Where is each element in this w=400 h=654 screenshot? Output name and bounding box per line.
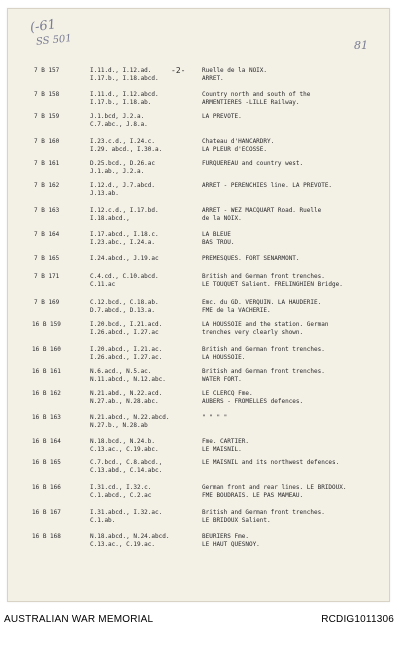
coordinate-line: I.17.b., I.18.abcd.: [90, 75, 159, 82]
description-line: British and German front trenches.: [202, 346, 325, 353]
coordinate-line: N.27.ab., N.28.abc.: [90, 398, 159, 405]
description-line: ARMENTIERES -LILLE Railway.: [202, 99, 300, 106]
description-line: FME de la VACHERIE.: [202, 307, 271, 314]
entry-coordinates: [90, 438, 159, 454]
entry-description: [202, 182, 332, 190]
coordinate-line: D.7.abcd., D.13.a.: [90, 307, 156, 314]
description-line: Emc. du GD. VERQUIN. LA HAUDERIE.: [202, 299, 322, 306]
entry-coordinates: [90, 182, 155, 198]
handwritten-annotation: (-61: [29, 17, 57, 36]
entry-coordinates: [90, 533, 169, 549]
coordinate-line: C.13.ac., C.19.ac.: [90, 541, 156, 548]
entry-description: [202, 533, 260, 549]
coordinate-line: C.11.ac: [90, 281, 116, 288]
coordinate-line: J.1.ab., J.2.a.: [90, 168, 145, 175]
description-line: Ruelle de la NOIX.: [202, 67, 268, 74]
entry-reference: 7 B 160: [34, 138, 60, 145]
coordinate-line: I.31.abcd., I.32.ac.: [90, 509, 163, 516]
entry-description: [202, 160, 303, 168]
entry-reference: 16 B 164: [32, 438, 61, 445]
entry-coordinates: [90, 67, 159, 83]
entry-reference: 7 B 164: [34, 231, 60, 238]
footer-institution: AUSTRALIAN WAR MEMORIAL: [4, 614, 154, 625]
entry-reference: 16 B 162: [32, 390, 61, 397]
entry-reference: 16 B 159: [32, 321, 61, 328]
description-line: de la NOIX.: [202, 215, 242, 222]
footer-record-id: RCDIG1011306: [321, 614, 394, 625]
entry-coordinates: [90, 231, 159, 247]
entry-description: [202, 368, 325, 384]
description-line: ARRET - PERENCHIES line. LA PREVOTE.: [202, 182, 333, 189]
description-line: LA PLEUR d'ECOSSE.: [202, 146, 268, 153]
entry-reference: 7 B 159: [34, 113, 60, 120]
description-line: FME BOUDRAIS. LE PAS MAMEAU.: [202, 492, 304, 499]
description-line: LE MAISNIL.: [202, 446, 242, 453]
entry-description: [202, 255, 300, 263]
entry-coordinates: [90, 414, 169, 430]
entry-coordinates: [90, 509, 162, 525]
entry-description: [202, 459, 339, 467]
description-line: British and German front trenches.: [202, 509, 325, 516]
description-line: ARRET.: [202, 75, 224, 82]
coordinate-line: C.1.abcd., C.2.ac: [90, 492, 152, 499]
description-line: FURQUEREAU and country west.: [202, 160, 304, 167]
coordinate-line: I.20.abcd., I.21.ac.: [90, 346, 163, 353]
description-line: Fme. CARTIER.: [202, 438, 249, 445]
coordinate-line: N.18.abcd., N.24.abcd.: [90, 533, 170, 540]
entry-reference: 16 B 160: [32, 346, 61, 353]
description-line: LE CLERCQ Fme.: [202, 390, 253, 397]
entry-coordinates: [90, 138, 162, 154]
description-line: British and German front trenches.: [202, 273, 325, 280]
coordinate-line: N.27.b., N.28.ab: [90, 422, 148, 429]
description-line: BEURIERS Fme.: [202, 533, 249, 540]
entry-coordinates: [90, 273, 159, 289]
description-line: trenches very clearly shown.: [202, 329, 304, 336]
description-line: WATER FORT.: [202, 376, 242, 383]
entry-reference: 16 B 165: [32, 459, 61, 466]
description-line: LE MAISNIL and its northwest defences.: [202, 459, 340, 466]
coordinate-line: I.26.abcd., I.27.ac.: [90, 354, 163, 361]
entry-coordinates: [90, 255, 159, 263]
description-line: LA HOUSSOIE.: [202, 354, 246, 361]
coordinate-line: I.17.abcd., I.18.c.: [90, 231, 159, 238]
coordinate-line: I.11.d., I.12.ad.: [90, 67, 152, 74]
description-line: PREMESQUES. FORT SENARMONT.: [202, 255, 300, 262]
entry-reference: 7 B 171: [34, 273, 60, 280]
entry-description: [202, 273, 343, 289]
entry-description: [202, 414, 227, 422]
entry-description: [202, 484, 347, 500]
entry-reference: 16 B 166: [32, 484, 61, 491]
entry-coordinates: [90, 113, 148, 129]
coordinate-line: I.12.c.d., I.17.bd.: [90, 207, 159, 214]
coordinate-line: I.23.abc., I.24.a.: [90, 239, 156, 246]
entry-coordinates: [90, 321, 162, 337]
coordinate-line: C.12.bcd., C.18.ab.: [90, 299, 159, 306]
entry-description: [202, 321, 328, 337]
description-line: LE TOUQUET Salient. FRELINGHIEN Bridge.: [202, 281, 343, 288]
coordinate-line: C.4.cd., C.10.abcd.: [90, 273, 159, 280]
coordinate-line: I.18.abcd.,: [90, 215, 130, 222]
description-line: Country north and south of the: [202, 91, 311, 98]
coordinate-line: I.17.b., I.18.ab.: [90, 99, 152, 106]
coordinate-line: I.12.d., J.7.abcd.: [90, 182, 156, 189]
page-marker: -2-: [171, 66, 186, 75]
coordinate-line: C.13.ac., C.19.abc.: [90, 446, 159, 453]
entry-coordinates: [90, 390, 162, 406]
entry-coordinates: [90, 91, 159, 107]
coordinate-line: C.13.abd., C.14.abc.: [90, 467, 163, 474]
description-line: BAS TROU.: [202, 239, 235, 246]
description-line: " " " ": [202, 414, 228, 421]
description-line: LA HOUSSOIE and the station. German: [202, 321, 329, 328]
entry-description: [202, 438, 249, 454]
coordinate-line: C.7.abc., J.8.a.: [90, 121, 148, 128]
entry-coordinates: [90, 207, 159, 223]
entry-description: [202, 299, 321, 315]
entry-coordinates: [90, 160, 155, 176]
coordinate-line: I.24.abcd., J.19.ac: [90, 255, 159, 262]
entry-reference: 7 B 169: [34, 299, 60, 306]
coordinate-line: C.7.bcd., C.8.abcd.,: [90, 459, 163, 466]
coordinate-line: I.31.cd., I.32.c.: [90, 484, 152, 491]
entry-description: [202, 390, 303, 406]
entry-reference: 7 B 158: [34, 91, 60, 98]
entry-description: [202, 207, 321, 223]
document-page: [7, 8, 390, 602]
coordinate-line: I.26.abcd., I.27.ac: [90, 329, 159, 336]
entry-description: [202, 231, 235, 247]
coordinate-line: J.13.ab.: [90, 190, 119, 197]
entry-description: [202, 138, 274, 154]
entry-description: [202, 113, 242, 121]
coordinate-line: N.18.bcd., N.24.b.: [90, 438, 156, 445]
coordinate-line: C.1.ab.: [90, 517, 116, 524]
entry-description: [202, 91, 310, 107]
entry-coordinates: [90, 299, 159, 315]
entry-reference: 7 B 165: [34, 255, 60, 262]
handwritten-annotation-sub: SS 501: [35, 33, 73, 48]
entry-description: [202, 509, 325, 525]
coordinate-line: N.21.abcd., N.22.abcd.: [90, 414, 170, 421]
description-line: LA BLEUE: [202, 231, 231, 238]
description-line: German front and rear lines. LE BRIDOUX.: [202, 484, 347, 491]
entry-reference: 7 B 157: [34, 67, 60, 74]
entry-coordinates: [90, 368, 166, 384]
entry-reference: 7 B 162: [34, 182, 60, 189]
description-line: ARRET - WEZ MACQUART Road. Ruelle: [202, 207, 322, 214]
entry-reference: 16 B 161: [32, 368, 61, 375]
handwritten-page-number: 81: [354, 39, 368, 52]
description-line: Chateau d'HANCARDRY.: [202, 138, 275, 145]
coordinate-line: D.25.bcd., D.26.ac: [90, 160, 156, 167]
entry-coordinates: [90, 484, 151, 500]
description-line: LE BRIDOUX Salient.: [202, 517, 271, 524]
coordinate-line: N.6.acd., N.5.ac.: [90, 368, 152, 375]
entry-description: [202, 346, 325, 362]
coordinate-line: I.11.d., I.12.abcd.: [90, 91, 159, 98]
coordinate-line: J.1.bcd, J.2.a.: [90, 113, 145, 120]
description-line: British and German front trenches.: [202, 368, 325, 375]
entry-reference: 7 B 161: [34, 160, 60, 167]
entry-description: [202, 67, 267, 83]
entry-reference: 7 B 163: [34, 207, 60, 214]
entry-coordinates: [90, 459, 162, 475]
entry-coordinates: [90, 346, 162, 362]
description-line: LA PREVOTE.: [202, 113, 242, 120]
entry-reference: 16 B 163: [32, 414, 61, 421]
entry-reference: 16 B 167: [32, 509, 61, 516]
description-line: AUBERS - FROMELLES defences.: [202, 398, 304, 405]
entries-list: [8, 9, 389, 601]
coordinate-line: N.21.abd., N.22.acd.: [90, 390, 163, 397]
coordinate-line: N.11.abcd., N.12.abc.: [90, 376, 166, 383]
description-line: LE HAUT QUESNOY.: [202, 541, 260, 548]
entry-reference: 16 B 168: [32, 533, 61, 540]
coordinate-line: I.29. abcd., I.30.a.: [90, 146, 163, 153]
coordinate-line: I.20.bcd., I.21.acd.: [90, 321, 163, 328]
coordinate-line: I.23.c.d., I.24.c.: [90, 138, 156, 145]
